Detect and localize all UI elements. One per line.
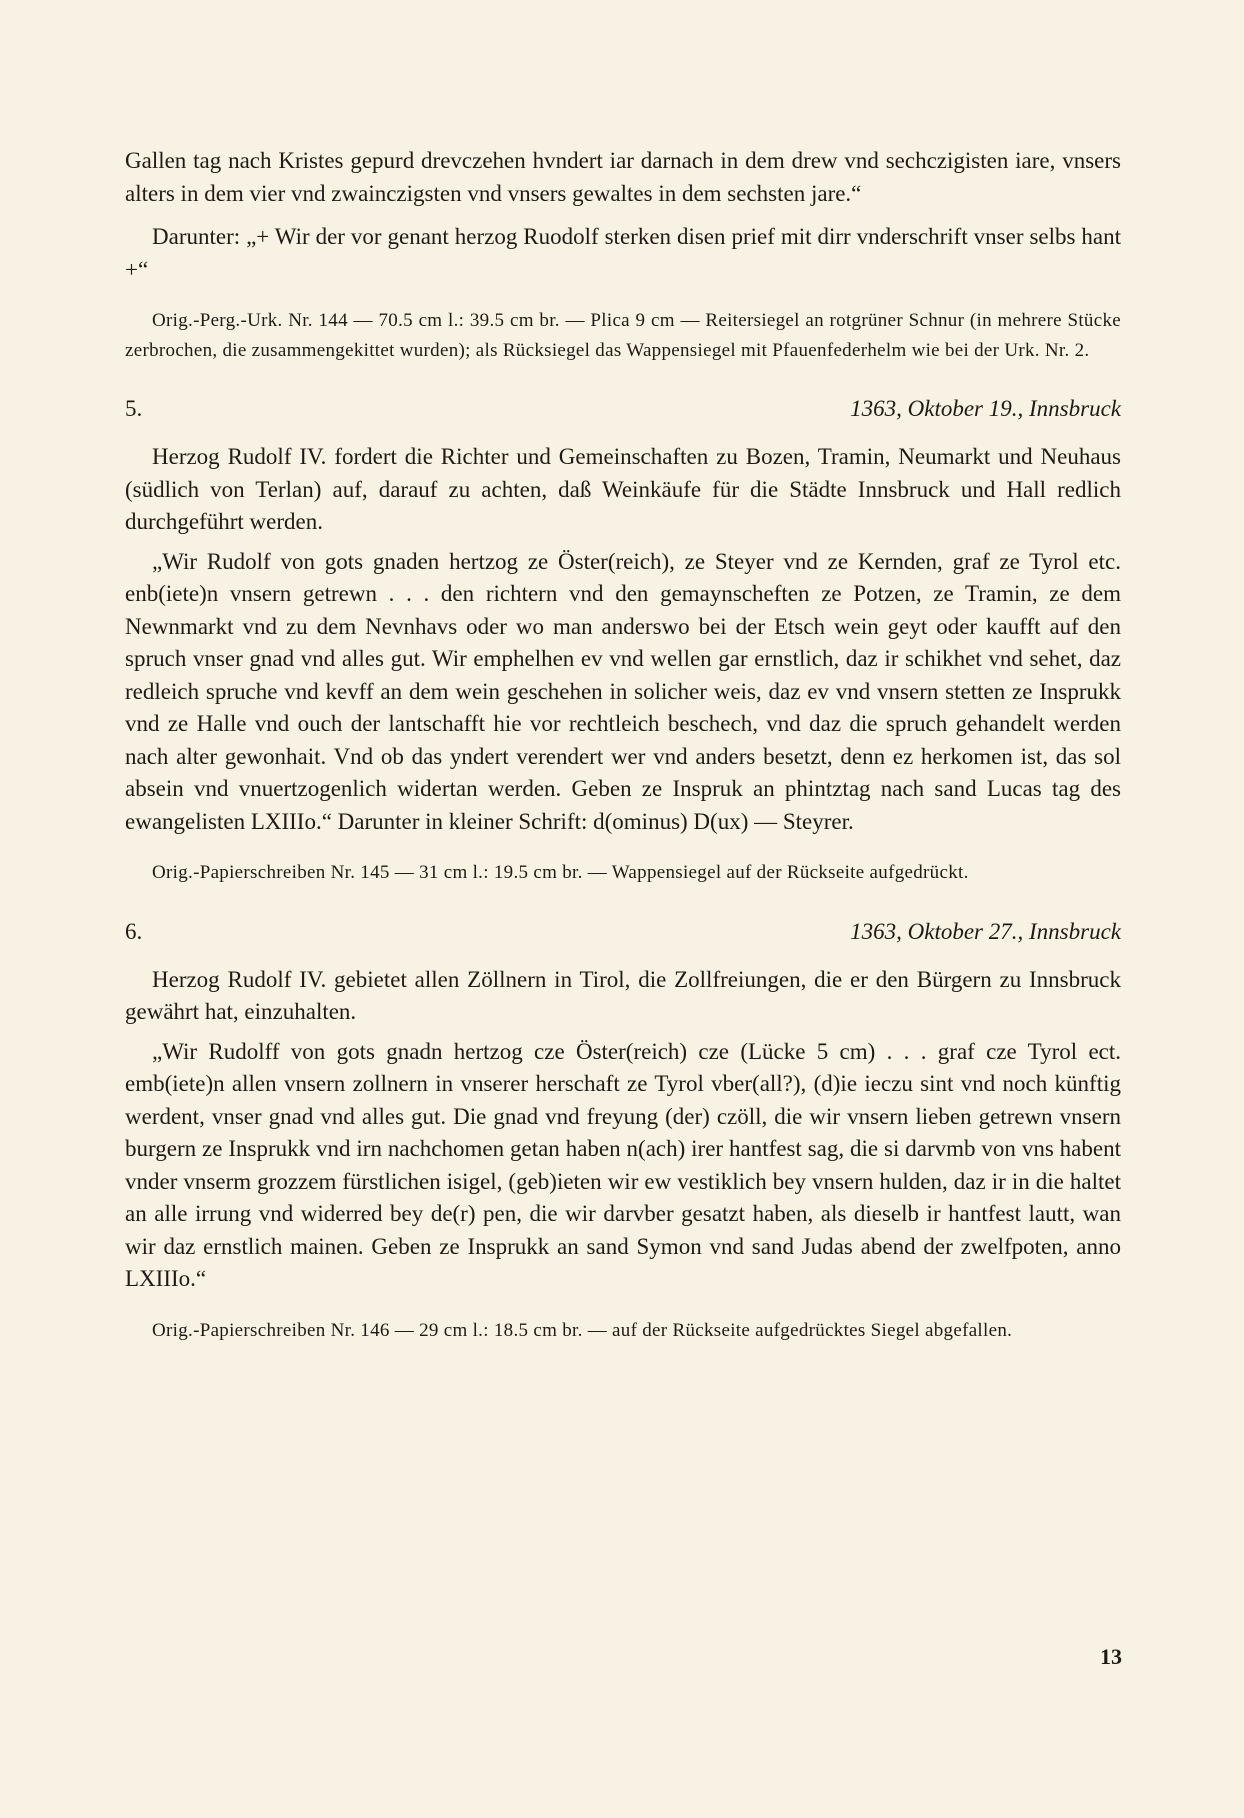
entry-heading xyxy=(125,916,1121,948)
archival-note: Orig.-Papierschreiben Nr. 145 — 31 cm l.: 19.5 cm br. — Wappensiegel auf der Rückseite aufgedrückt. xyxy=(152,862,969,883)
entry-summary: Herzog Rudolf IV. gebietet allen Zöllnern in Tirol, die Zollfreiungen, die er den Bürgern zu Innsbruck gewährt hat, einzuhalten. xyxy=(125,966,1121,1024)
entry-number: 6. xyxy=(125,918,143,944)
entry-summary: Herzog Rudolf IV. fordert die Richter und Gemeinschaften zu Bozen, Tramin, Neumarkt und Neuhaus (südlich von Terlan) auf, darauf zu achten, daß Weinkäufe für die Städte Innsbruck und Hall redlich durchgeführt werden. xyxy=(125,444,1121,534)
entry-quote: „Wir Rudolff von gots gnadn hertzog cze Öster(reich) cze (Lücke 5 cm) . . . graf cze Tyrol ect. emb(iete)n allen vnsern zollnern in vnserer herschaft ze Tyrol vber(all?), (d)ie ieczu sint vnd noch künftig werdent, vnser gnad vnd alles gut. Die gnad vnd freyung (der) czöll, die wir vnsern lieben getrewn vnsern burgern ze Insprukk vnd irn nachchomen getan haben n(ach) irer hantfest sag, die si darvmb von vns habent vnder vnserm grozzem fürstlichen isigel, (geb)ieten wir ew vestiklich bey vnsern hulden, daz ir in die haltet an alle irrung vnd widerred bey de(r) pen, die wir darvber gesatzt haben, als dieselb ir hantfest lautt, wan wir daz ernstlich mainen. Geben ze Insprukk an sand Symon vnd sand Judas abend der zwelfpoten, anno LXIIIo.“ xyxy=(125,1038,1121,1291)
subscription-text: Darunter: „+ Wir der vor genant herzog Ruodolf sterken disen prief mit dirr vnderschrift vnser selbs hant +“ xyxy=(125,224,1121,282)
page-number: 13 xyxy=(1100,1644,1122,1669)
entry-number: 5. xyxy=(125,396,143,421)
archival-note: Orig.-Perg.-Urk. Nr. 144 — 70.5 cm l.: 39.5 cm br. — Plica 9 cm — Reitersiegel an rotgrüner Schnur (in mehrere Stücke zerbrochen, die zusammengekittet wurden); als Rücksiegel das Wappensiegel mit Pfauenfederhelm wie bei der Urk. Nr. 2. xyxy=(125,310,1121,361)
archival-note: Orig.-Papierschreiben Nr. 146 — 29 cm l.: 18.5 cm br. — auf der Rückseite aufgedrücktes Siegel abgefallen. xyxy=(152,1319,1013,1341)
continuation-text: Gallen tag nach Kristes gepurd drevczehen hvndert iar darnach in dem drew vnd sechczigisten iare, vnsers alters in dem vier vnd zwainczigsten vnd vnsers gewaltes in dem sechsten jare.“ xyxy=(125,148,1121,206)
entry-quote: „Wir Rudolf von gots gnaden hertzog ze Öster(reich), ze Steyer vnd ze Kernden, graf ze Tyrol etc. enb(iete)n vnsern getrewn . . . den richtern vnd den gemaynscheften ze Potzen, ze Tramin, ze dem Newnmarkt vnd zu dem Nevnhavs oder wo man anderswo bei der Etsch wein geyt oder kaufft auf den spruch vnser gnad vnd alles gut. Wir emphelhen ev vnd wellen gar ernstlich, daz ir schikhet vnd sehet, daz redleich spruche vnd kevff an dem wein geschehen in solicher weis, daz ev vnd vnsern stetten ze Insprukk vnd ze Halle vnd ouch der lantschafft hie vor rechtleich beschech, vnd daz die spruch gehandelt werden nach alter gewonhait. Vnd ob das yndert verendert wer vnd anders besetzt, denn ez herkomen ist, das sol absein vnd vnuertzogenlich widertan werden. Geben ze Inspruk an phintztag nach sand Lucas tag des ewangelisten LXIIIo.“ Darunter in kleiner Schrift: d(ominus) D(ux) — Steyrer. xyxy=(125,548,1121,834)
entry-date: 1363, Oktober 19., Innsbruck xyxy=(850,396,1121,421)
entry-heading xyxy=(125,393,1121,425)
entry-date: 1363, Oktober 27., Innsbruck xyxy=(850,918,1121,944)
